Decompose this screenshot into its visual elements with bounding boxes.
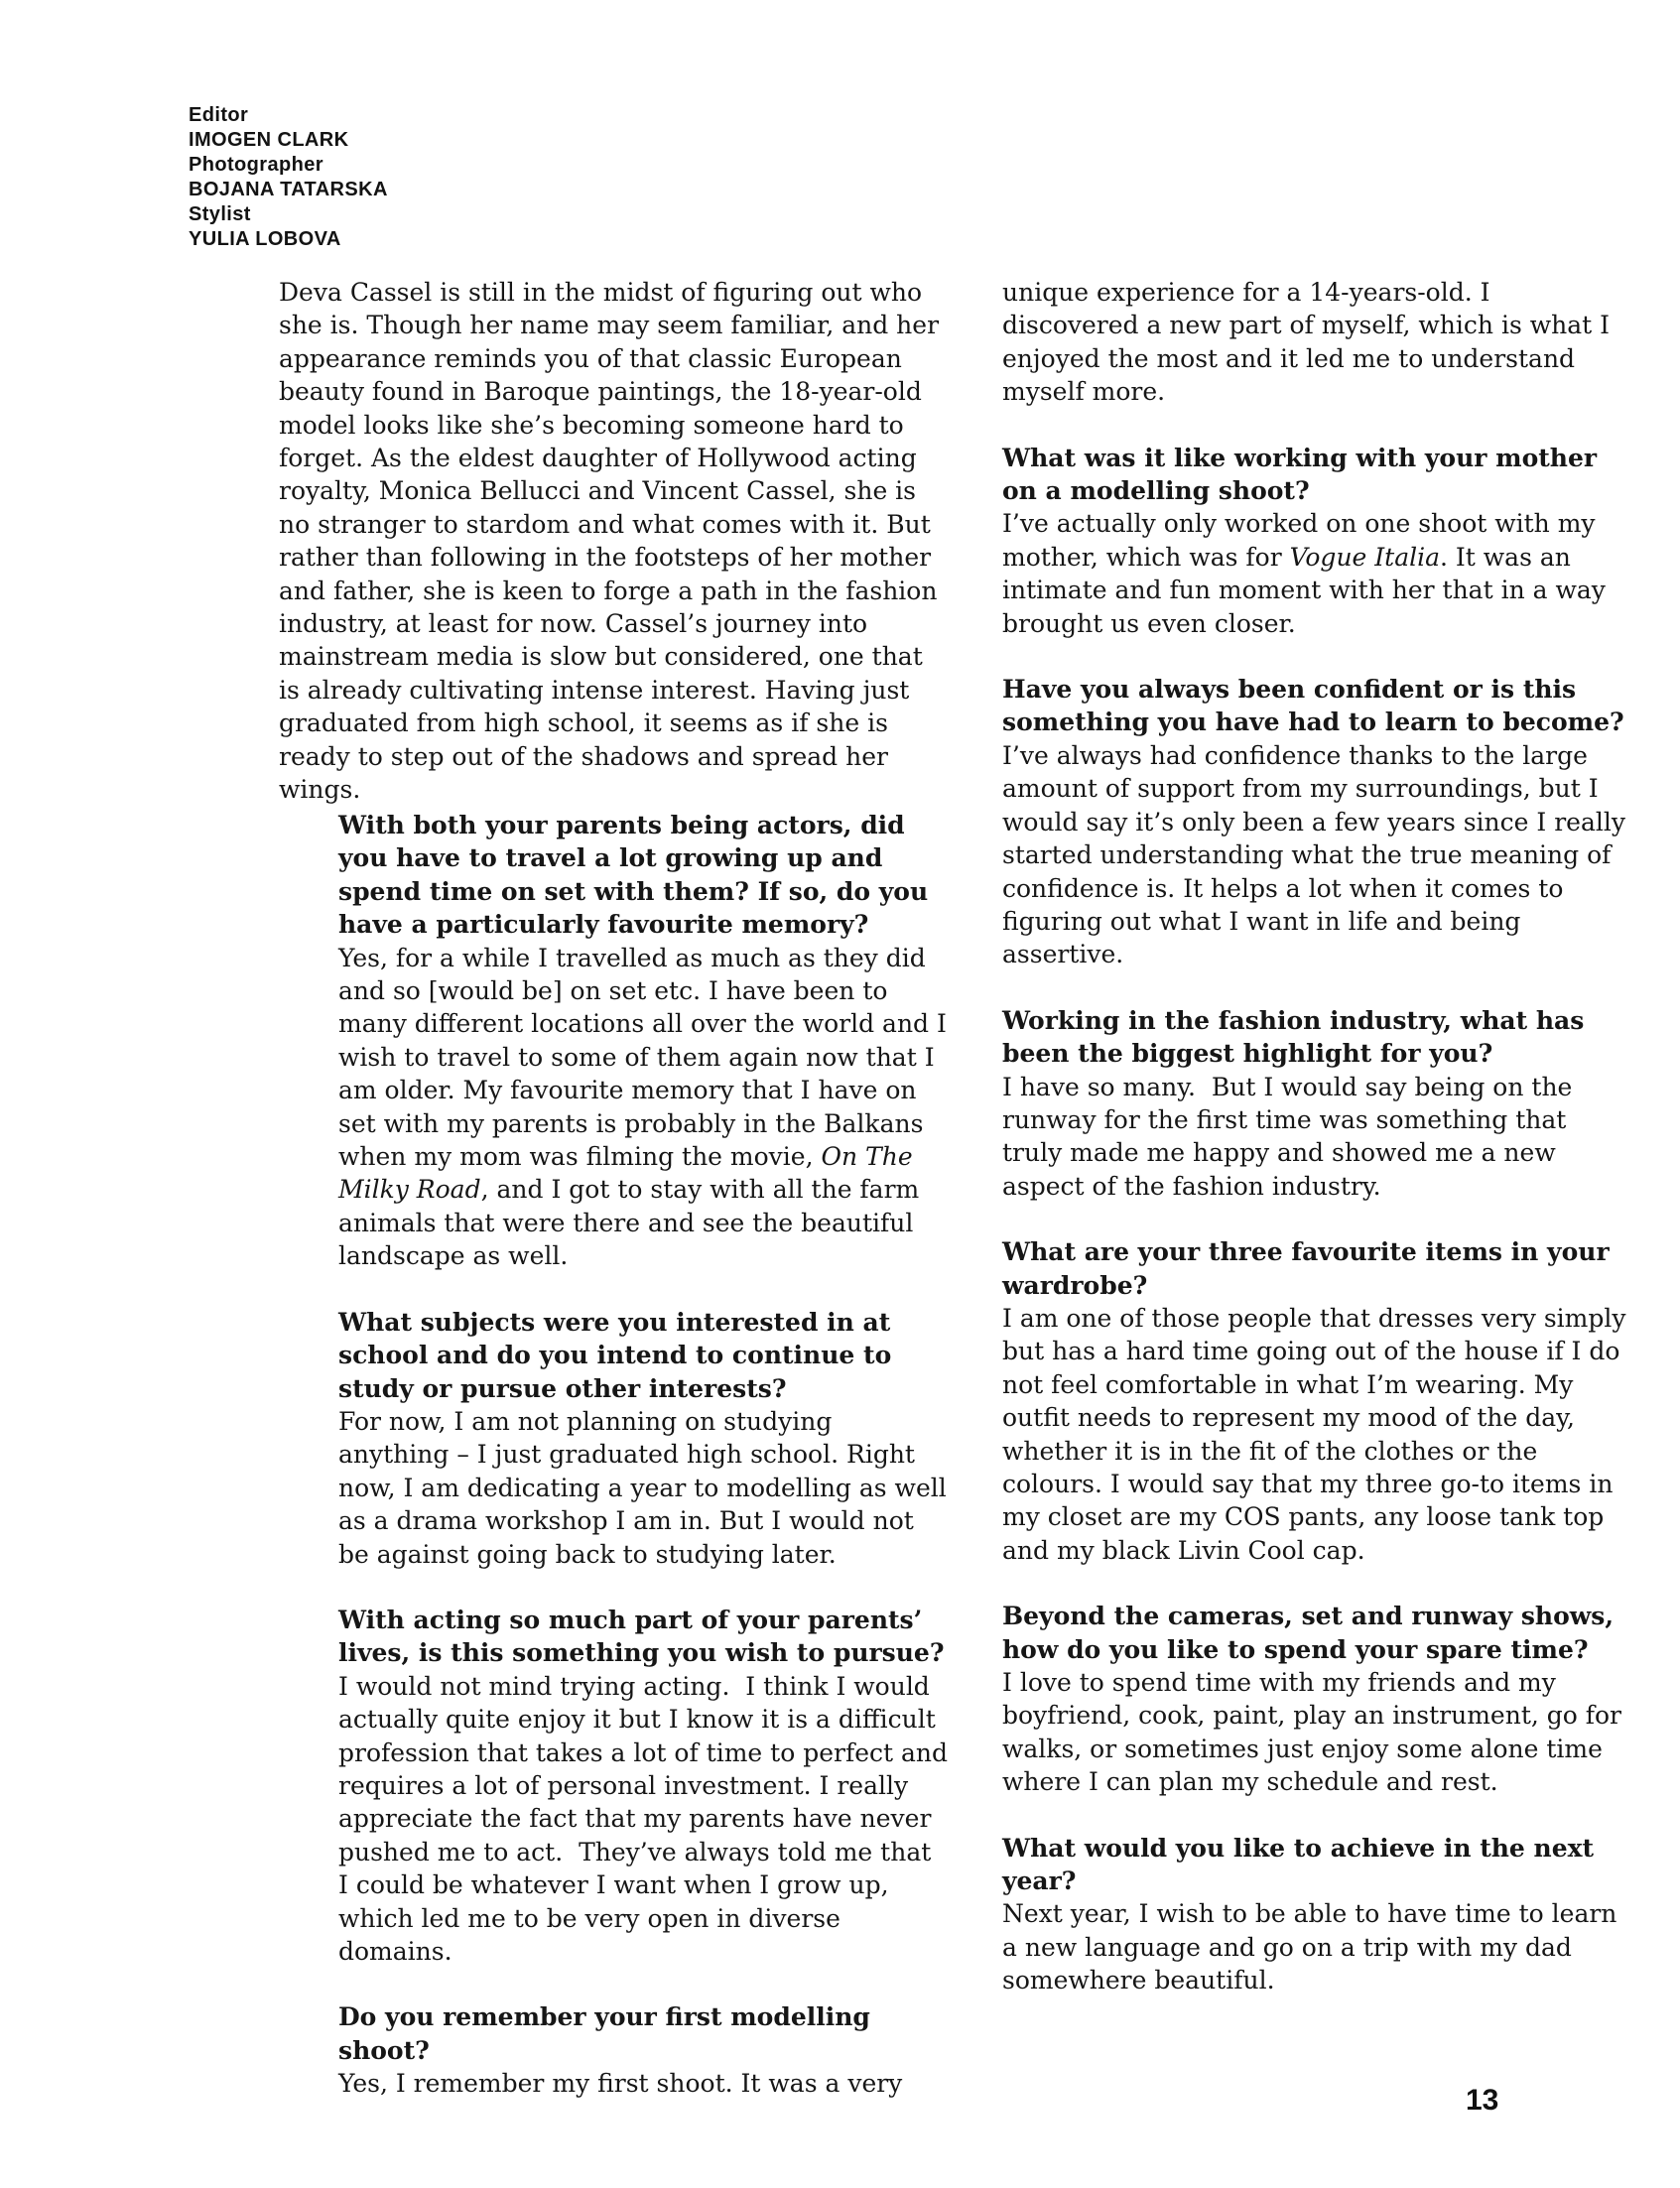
interview-question: What was it like working with your mother on a modelling shoot?	[1002, 443, 1598, 506]
qa-block	[338, 1604, 956, 1968]
interview-answer: I love to spend time with my friends and my boyfriend, cook, paint, play an instrument, go for walks, or sometimes just enjoy some alone time where I can plan my schedule and rest.	[1002, 1668, 1629, 1797]
qa-block	[1002, 442, 1629, 640]
interview-answer: I would not mind trying acting. I think I would actually quite enjoy it but I know it is a difficult profession that takes a lot of time to perfect and requires a lot of personal investment. I really appreciate the fact that my parents have never pushed me to act. They’ve always told me that I could be whatever I want when I grow up, which led me to be very open in diverse domains.	[338, 1671, 956, 1966]
interview-answer: Yes, I remember my first shoot. It was a very	[338, 2069, 903, 2099]
interview-question: Working in the fashion industry, what has been the biggest highlight for you?	[1002, 1005, 1585, 1069]
qa-block	[338, 2000, 948, 2100]
interview-answer: For now, I am not planning on studying anything – I just graduated high school. Right now, I am dedicating a year to modelling as well as a drama workshop I am in. But I would not be against going back to studying later.	[338, 1406, 955, 1569]
credits-block	[189, 103, 388, 252]
interview-answer: I’ve actually only worked on one shoot with my mother, which was for Vogue Italia. It was an intimate and fun moment with her that in a way brought us even closer.	[1002, 509, 1614, 638]
right-column	[1002, 276, 1634, 2030]
left-column-qa	[338, 809, 956, 2133]
interview-answer: I’ve always had confidence thanks to the large amount of support from my surroundings, but I would say it’s only been a few years since I really started understanding what the true meaning of confidence is. It helps a lot when it comes to figuring out what I want in life and being assertive.	[1002, 740, 1633, 969]
interview-question: What are your three favourite items in your wardrobe?	[1002, 1237, 1610, 1300]
interview-question: Beyond the cameras, set and runway shows, how do you like to spend your spare time?	[1002, 1602, 1615, 1664]
interview-answer: I am one of those people that dresses very simply but has a hard time going out of the house if I do not feel comfortable in what I’m wearing. My outfit needs to represent my mood of the day, whether it is in the fit of the clothes or the colours. I would say that my three go-to items in my closet are my COS pants, any loose tank top and my black Livin Cool cap.	[1002, 1303, 1634, 1565]
credit-role-photographer: Photographer	[189, 154, 323, 176]
credit-name-stylist: YULIA LOBOVA	[189, 228, 341, 250]
intro-paragraph: Deva Cassel is still in the midst of figuring out who she is. Though her name may seem familiar, and her appearance reminds you of that classic European beauty found in Baroque paintings, the 18-year-old model looks like she’s becoming someone hard to forget. As the eldest daughter of Hollywood acting royalty, Monica Bellucci and Vincent Cassel, she is no stranger to stardom and what comes with it. But rather than following in the footsteps of her mother and father, she is keen to forge a path in the fashion industry, at least for now. Cassel’s journey into mainstream media is slow but considered, one that is already cultivating intense interest. Having just graduated from high school, it seems as if she is ready to step out of the shadows and spread her wings.	[279, 278, 940, 805]
qa-block	[1002, 1235, 1634, 1567]
interview-question: What subjects were you interested in at school and do you intend to continue to study or pursue other interests?	[338, 1307, 892, 1403]
qa-block	[338, 809, 955, 1273]
qa-block	[338, 1306, 955, 1571]
interview-answer: Yes, for a while I travelled as much as they did and so [would be] on set etc. I have been to many different locations all over the world and I wish to travel to some of them again now that I am older. My favourite memory that I have on set with my parents is probably in the Balkans when my mom was filming the movie, On The Milky Road, and I got to stay with all the farm animals that were there and see the beautiful landscape as well.	[338, 943, 955, 1271]
interview-question: Do you remember your first modelling shoot?	[338, 2002, 870, 2065]
interview-answer: I have so many. But I would say being on the runway for the first time was something that truly made me happy and showed me a new aspect of the fashion industry.	[1002, 1072, 1581, 1201]
qa-block	[1002, 1004, 1629, 1203]
interview-question: What would you like to achieve in the next year?	[1002, 1833, 1595, 1896]
credit-role-editor: Editor	[189, 104, 249, 126]
right-column-qa	[1002, 442, 1634, 1997]
interview-question: Have you always been confident or is this something you have had to learn to become?	[1002, 675, 1624, 737]
interview-question: With acting so much part of your parents’ lives, is this something you wish to pursue?	[338, 1605, 945, 1668]
credit-name-photographer: BOJANA TATARSKA	[189, 179, 388, 200]
page-number: 13	[1466, 2084, 1499, 2117]
qa-block	[1002, 1832, 1629, 1997]
interview-question: With both your parents being actors, did you have to travel a lot growing up and spend time on set with them? If so, do you have a particularly favourite memory?	[338, 811, 929, 940]
qa-block	[1002, 1600, 1629, 1798]
interview-answer: Next year, I wish to be able to have time to learn a new language and go on a trip with my dad somewhere beautiful.	[1002, 1899, 1625, 1995]
credit-role-stylist: Stylist	[189, 203, 251, 225]
qa-block	[1002, 673, 1633, 971]
credit-name-editor: IMOGEN CLARK	[189, 129, 349, 151]
answer-continuation-paragraph: unique experience for a 14-years-old. I discovered a new part of myself, which is what I enjoyed the most and it led me to understand myself more.	[1002, 278, 1617, 407]
